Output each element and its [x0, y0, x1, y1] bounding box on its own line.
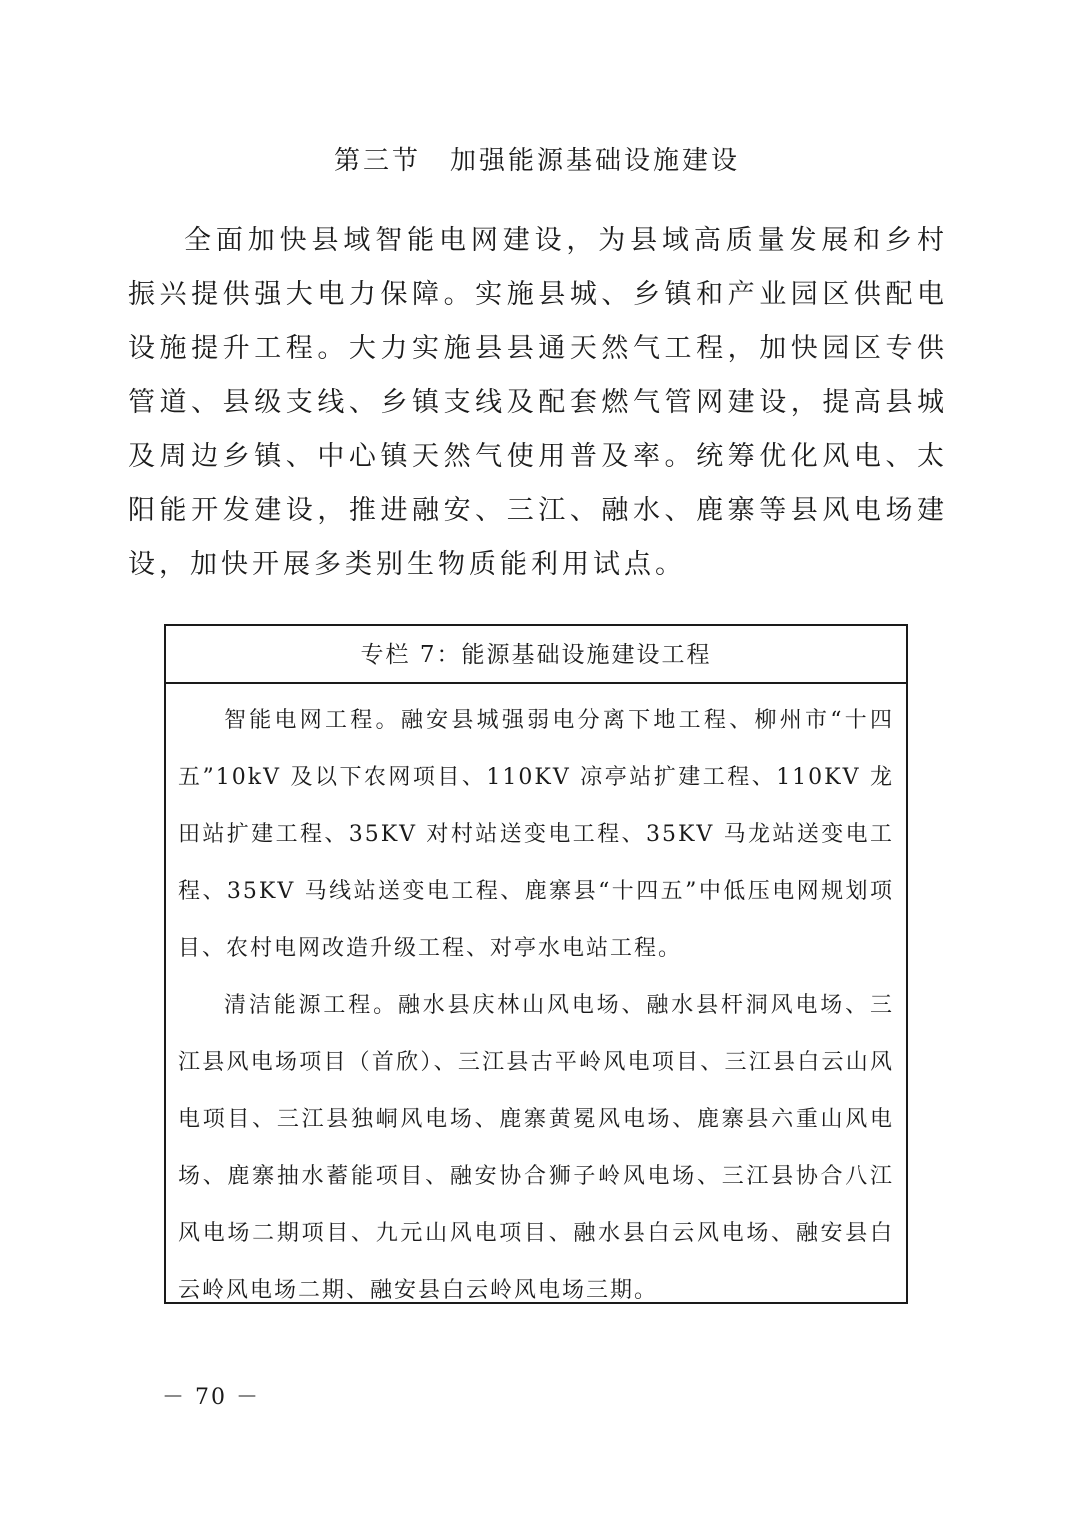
page-number: － 70 － [162, 1385, 260, 1410]
column-paragraph-smart-grid: 智能电网工程。融安县城强弱电分离下地工程、柳州市“十四五”10kV 及以下农网项目、110KV 凉亭站扩建工程、110KV 龙田站扩建工程、35KV 对村站送变电工程、35KV 马龙站送变电工程、35KV 马线站送变电工程、鹿寨县“十四五”中低压电网规划项目、农村电网改造升级工程、对亭水电站工程。 [178, 708, 894, 961]
column-box-body [166, 684, 906, 1319]
section-body-paragraph: 全面加快县域智能电网建设，为县域高质量发展和乡村振兴提供强大电力保障。实施县城、乡镇和产业园区供配电设施提升工程。大力实施县县通天然气工程，加快园区专供管道、县级支线、乡镇支线及配套燃气管网建设，提高县城及周边乡镇、中心镇天然气使用普及率。统筹优化风电、太阳能开发建设，推进融安、三江、融水、鹿寨等县风电场建设，加快开展多类别生物质能利用试点。 [128, 225, 948, 580]
section-title: 第三节 加强能源基础设施建设 [333, 146, 740, 176]
column-box [164, 624, 908, 1304]
column-paragraph-clean-energy: 清洁能源工程。融水县庆林山风电场、融水县杆洞风电场、三江县风电场项目（首欣）、三江县古平岭风电项目、三江县白云山风电项目、三江县独峒风电场、鹿寨黄冕风电场、鹿寨县六重山风电场、鹿寨抽水蓄能项目、融安协合狮子岭风电场、三江县协合八江风电场二期项目、九元山风电项目、融水县白云风电场、融安县白云岭风电场二期、融安县白云岭风电场三期。 [178, 993, 894, 1303]
column-box-header: 专栏 7：能源基础设施建设工程 [166, 626, 906, 684]
